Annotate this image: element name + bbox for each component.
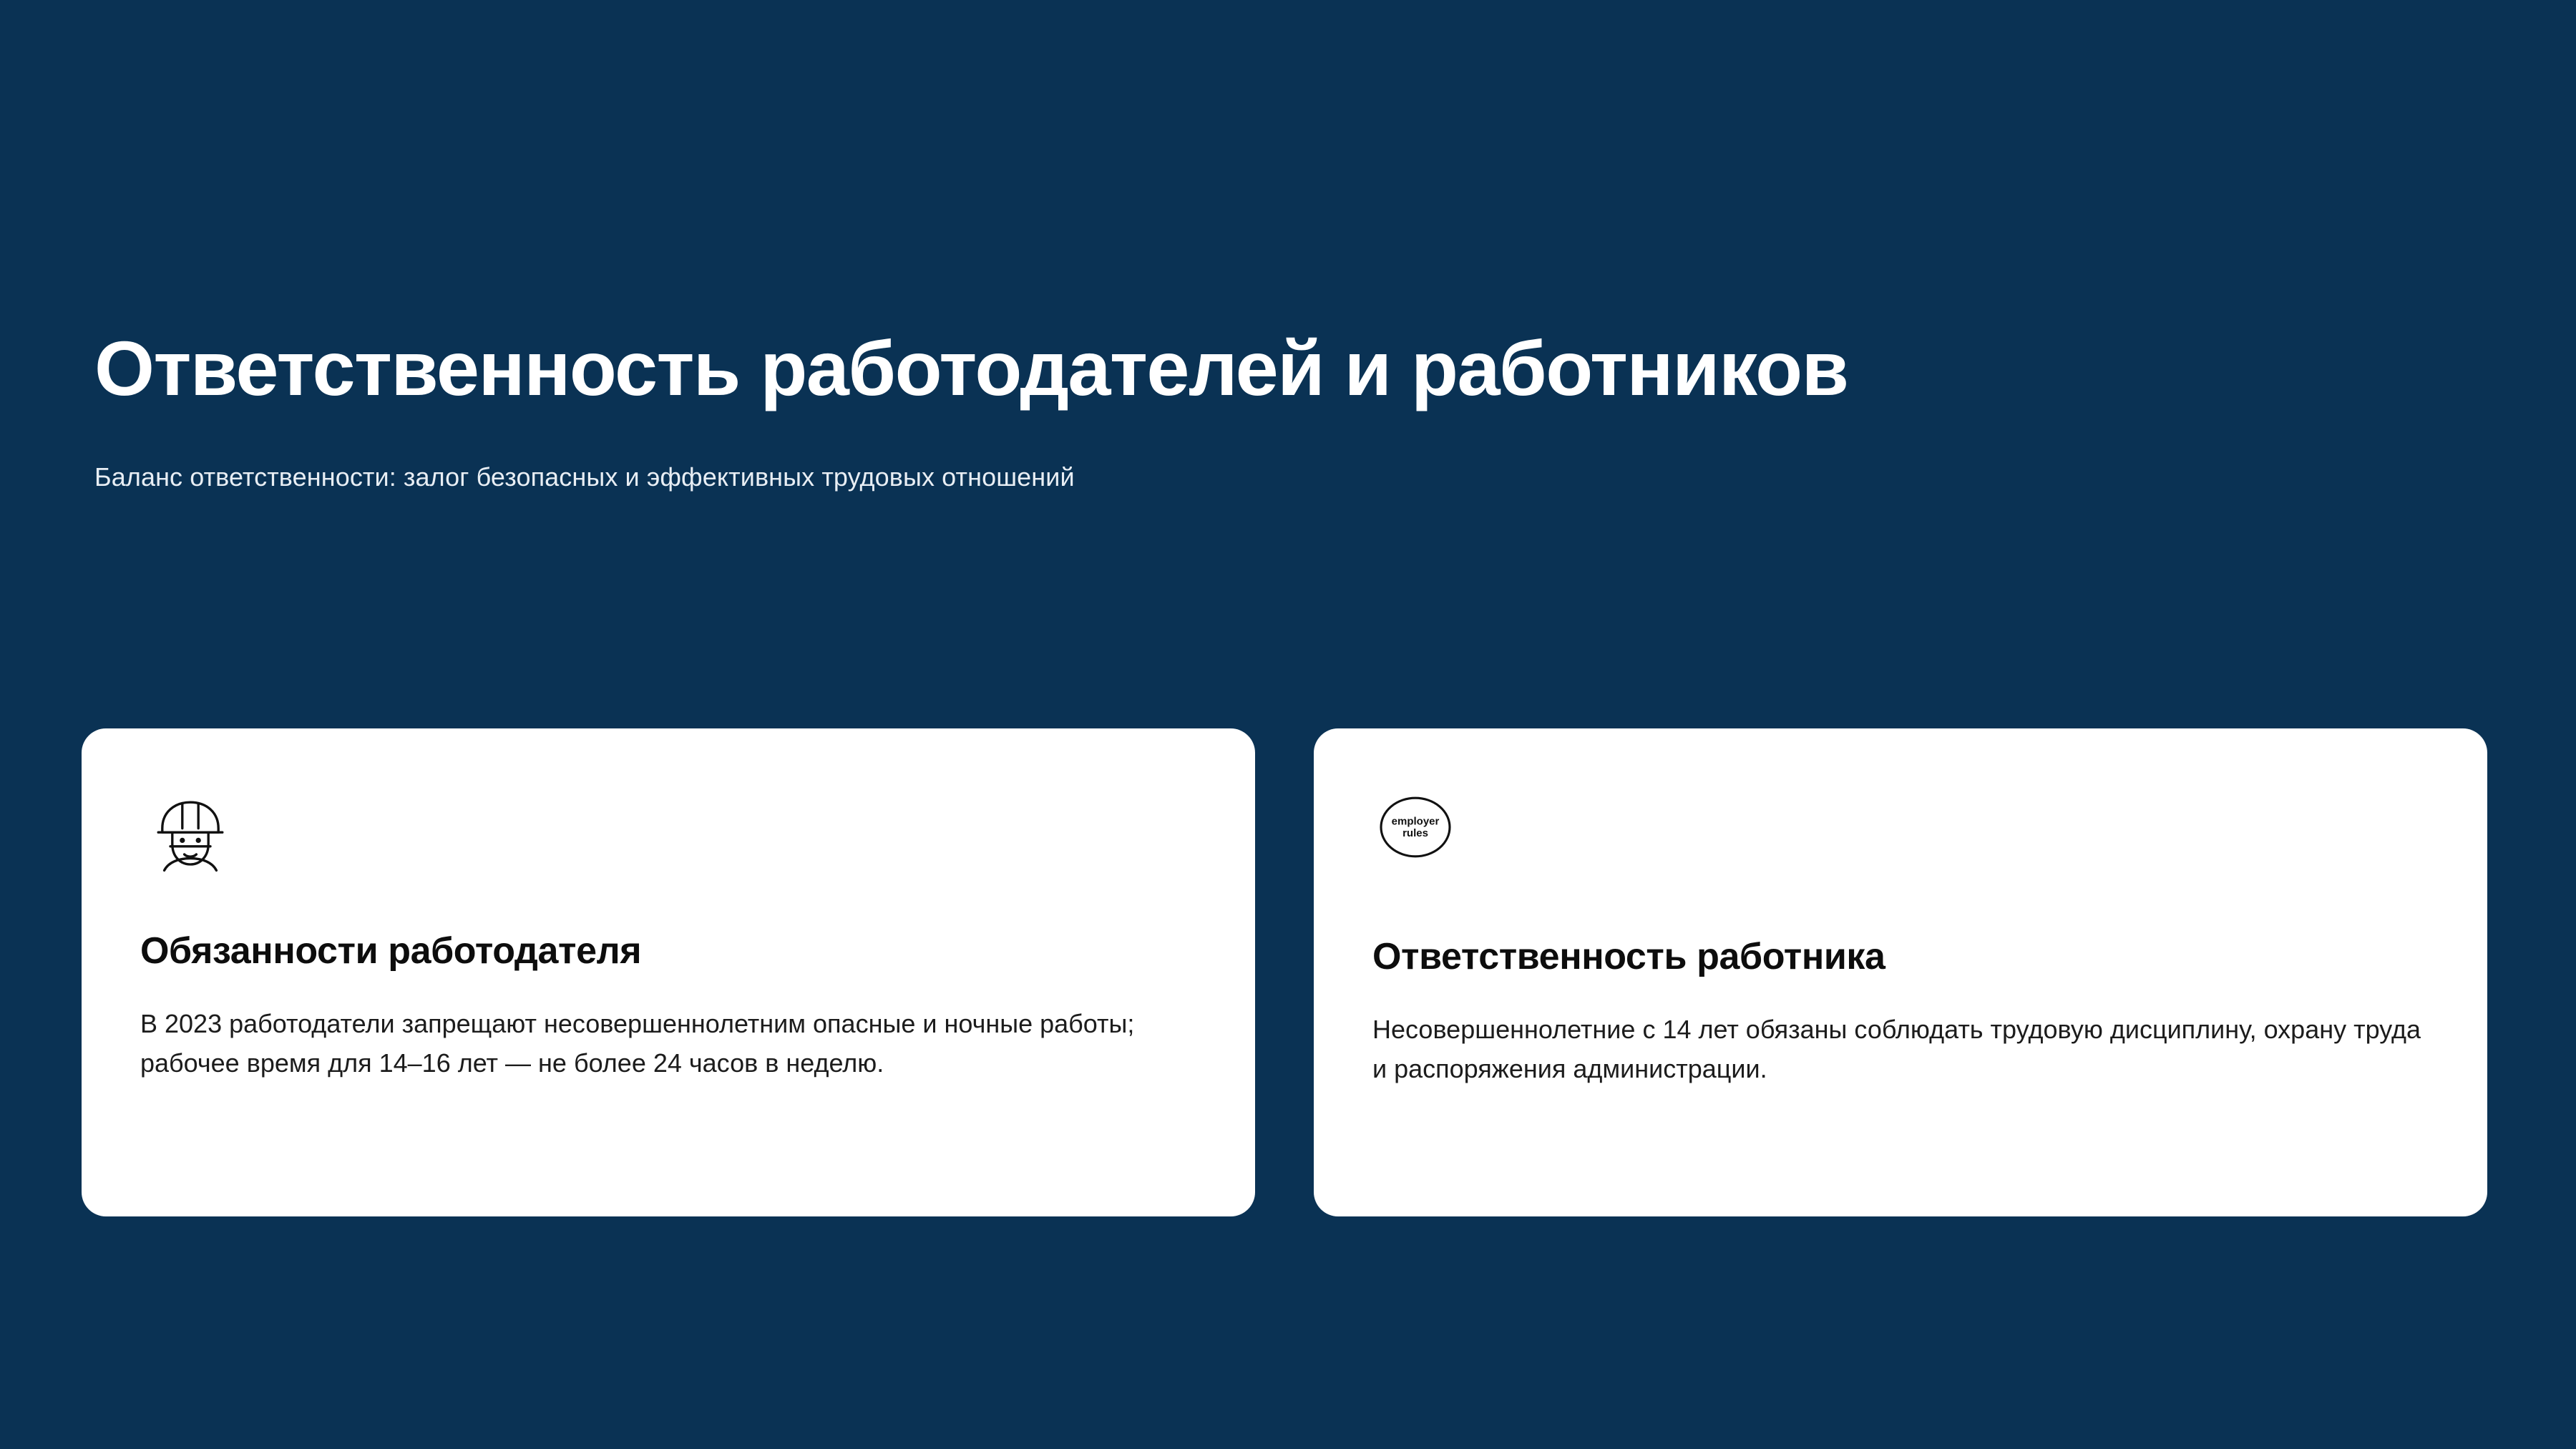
svg-text:rules: rules — [1402, 827, 1428, 840]
worker-helmet-icon — [140, 784, 240, 884]
slide-header — [94, 326, 2313, 495]
slide-subtitle: Баланс ответственности: залог безопасных и эффективных трудовых отношений — [94, 462, 1075, 492]
svg-text:employer: employer — [1391, 815, 1440, 828]
card-title: Ответственность работника — [1372, 936, 1885, 977]
card-title: Обязанности работодателя — [140, 930, 642, 972]
page-title: Ответственность работодателей и работников — [94, 325, 1848, 411]
employer-rules-badge-icon — [1372, 784, 1473, 884]
card-body: В 2023 работодатели запрещают несовершеннолетним опасные и ночные работы; рабочее время для 14–16 лет — не более 24 часов в неделю. — [140, 1009, 1135, 1078]
card-body: Несовершеннолетние с 14 лет обязаны соблюдать трудовую дисциплину, охрану труда и распоряжения администрации. — [1372, 1015, 2421, 1084]
card-employee-responsibility — [1314, 728, 2487, 1216]
card-list — [82, 728, 2487, 1216]
card-employer-duties — [82, 728, 1255, 1216]
